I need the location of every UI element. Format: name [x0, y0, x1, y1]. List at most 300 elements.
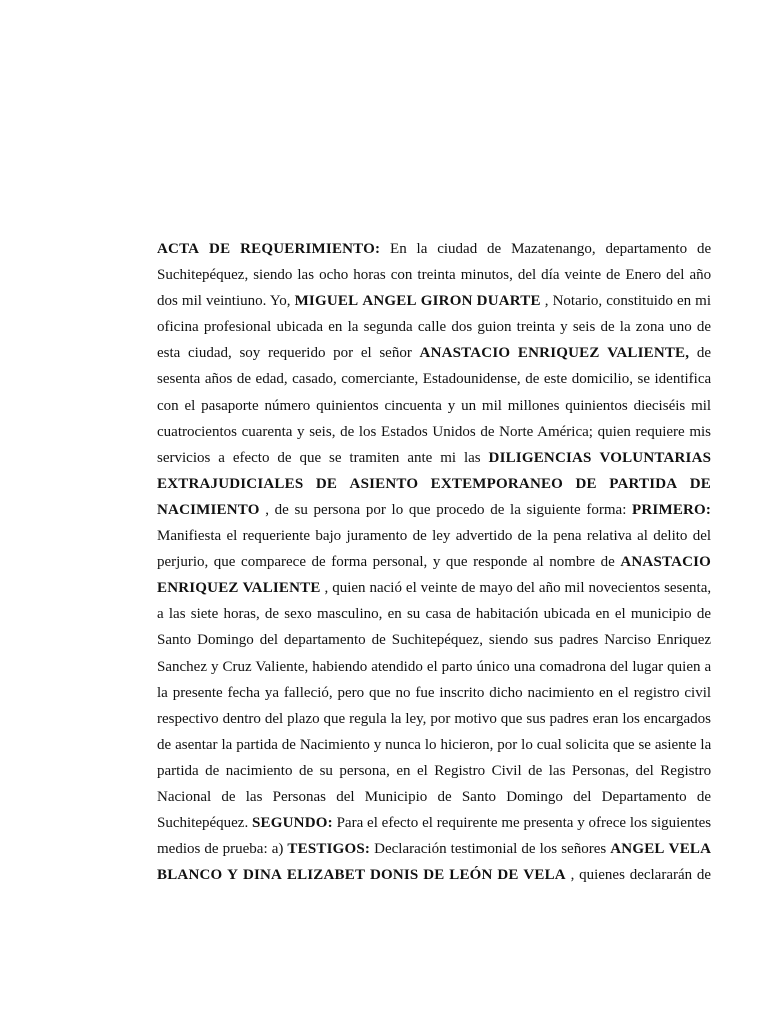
- body-text: Registro: [434, 762, 486, 779]
- body-text: profesional: [203, 319, 272, 336]
- body-text: por: [365, 501, 386, 518]
- body-text: al: [532, 554, 544, 571]
- body-text: los: [358, 423, 377, 440]
- body-text: las: [297, 267, 315, 284]
- body-text: ubicada: [276, 319, 324, 336]
- text-line: [157, 288, 711, 314]
- body-text: Estadounidense,: [422, 371, 521, 388]
- body-text: año: [538, 580, 561, 597]
- body-text: municipio: [630, 606, 692, 623]
- body-text: sesenta,: [664, 580, 712, 597]
- body-text: de: [204, 841, 219, 858]
- body-text: y: [297, 423, 305, 440]
- text-line: [157, 732, 711, 758]
- body-text: registro: [633, 684, 680, 701]
- body-text: a: [157, 606, 164, 623]
- body-text: presente: [172, 684, 223, 701]
- body-text: la: [221, 736, 233, 753]
- text-line: [157, 601, 711, 627]
- body-text: esta: [157, 345, 181, 362]
- body-text: Yo,: [269, 293, 291, 310]
- body-text: de: [517, 528, 532, 545]
- body-text: Declaración: [374, 841, 447, 858]
- body-text: Nacimiento: [299, 736, 370, 753]
- body-text: se: [638, 736, 651, 753]
- body-text: plazo: [287, 710, 320, 727]
- body-text: treinta: [417, 267, 456, 284]
- body-text: su: [294, 501, 308, 518]
- body-text: hicieron,: [440, 736, 494, 753]
- text-line: [157, 680, 711, 706]
- body-text: del: [516, 580, 535, 597]
- body-text: comerciante,: [341, 371, 419, 388]
- body-text: con: [390, 267, 413, 284]
- body-text: de: [696, 319, 712, 336]
- body-text: pasaporte: [201, 397, 259, 414]
- body-text: siendo: [488, 632, 529, 649]
- body-text: fue: [415, 684, 435, 701]
- body-text: sexo: [284, 606, 312, 623]
- body-text: y: [560, 319, 568, 336]
- body-text: de: [157, 736, 172, 753]
- body-text: la: [416, 241, 428, 257]
- body-text: Unidos: [432, 423, 476, 440]
- bold-text: VALIENTE,: [607, 345, 690, 362]
- text-line: [157, 810, 711, 836]
- bold-text: VELA: [523, 867, 566, 884]
- text-line: [157, 393, 711, 419]
- body-text: ,: [324, 580, 329, 597]
- body-text: la: [700, 736, 712, 753]
- text-line: [157, 862, 711, 888]
- bold-text: DINA: [242, 867, 283, 884]
- body-text: efecto: [381, 815, 419, 832]
- body-text: de: [274, 501, 289, 518]
- body-text: sesenta: [157, 371, 201, 388]
- body-text: comadrona: [539, 658, 607, 675]
- body-text: en: [598, 684, 614, 701]
- body-text: nació: [369, 580, 402, 597]
- body-text: quienes: [579, 867, 625, 884]
- body-text: siete: [190, 606, 219, 623]
- body-text: padres: [559, 632, 599, 649]
- text-line: [157, 314, 711, 340]
- body-text: Suchitepéquez,: [157, 267, 249, 284]
- body-text: por: [333, 345, 354, 362]
- body-text: de: [487, 241, 502, 257]
- body-text: del: [692, 528, 712, 545]
- body-text: las: [463, 449, 481, 466]
- body-text: de: [490, 501, 505, 518]
- body-text: del: [635, 762, 654, 779]
- body-text: partida: [157, 762, 199, 779]
- bold-text: PRIMERO:: [632, 501, 712, 518]
- body-text: no: [395, 684, 411, 701]
- body-text: Civil: [491, 762, 522, 779]
- body-text: sus: [526, 710, 546, 727]
- body-text: y: [210, 658, 219, 675]
- body-text: procedo: [436, 501, 485, 518]
- body-text: partida: [236, 736, 278, 753]
- body-text: bajo: [315, 528, 342, 545]
- bold-text: DE: [423, 867, 445, 884]
- body-text: millones: [507, 397, 560, 414]
- body-text: forma: [331, 554, 368, 571]
- body-text: me: [501, 815, 520, 832]
- bold-text: REQUERIMIENTO:: [240, 241, 381, 257]
- body-text: lo: [391, 501, 404, 518]
- text-line: [157, 549, 711, 575]
- body-text: inscrito: [439, 684, 485, 701]
- body-text: Registro: [660, 762, 712, 779]
- body-text: este: [543, 371, 568, 388]
- body-text: el: [422, 815, 433, 832]
- body-text: perjurio,: [157, 554, 209, 571]
- body-text: de: [281, 736, 296, 753]
- body-text: las: [168, 606, 186, 623]
- body-text: las: [548, 762, 566, 779]
- body-text: quinientos: [565, 397, 628, 414]
- body-text: la: [347, 319, 359, 336]
- body-text: Santo: [461, 788, 497, 805]
- body-text: mil: [564, 580, 585, 597]
- body-text: de: [696, 867, 712, 884]
- body-text: la: [537, 528, 548, 545]
- bold-text: DILIGENCIAS: [488, 449, 592, 466]
- body-text: quien: [667, 658, 701, 675]
- body-text: que: [408, 501, 431, 518]
- body-text: respectivo: [157, 710, 219, 727]
- body-text: Domingo: [506, 788, 563, 805]
- body-text: padres: [549, 710, 589, 727]
- body-text: del: [517, 267, 537, 284]
- body-text: la: [157, 684, 168, 701]
- body-text: uno: [669, 319, 692, 336]
- body-text: domicilio,: [571, 371, 633, 388]
- body-text: guion: [477, 319, 512, 336]
- body-text: del: [610, 658, 629, 675]
- body-text: Municipio: [364, 788, 428, 805]
- body-text: que: [612, 736, 635, 753]
- body-text: dicho: [489, 684, 523, 701]
- body-text: el: [360, 345, 372, 362]
- body-text: novecientos: [588, 580, 661, 597]
- body-text: años: [204, 371, 233, 388]
- body-text: Cruz: [222, 658, 252, 675]
- body-text: civil: [684, 684, 712, 701]
- body-text: al: [637, 528, 648, 545]
- body-text: de: [412, 528, 427, 545]
- body-text: ,: [570, 867, 575, 884]
- body-text: segunda: [363, 319, 413, 336]
- body-text: departamento: [284, 632, 366, 649]
- bold-text: ANGEL: [362, 293, 417, 310]
- body-text: departamento: [605, 241, 688, 257]
- body-text: ya: [264, 684, 280, 701]
- body-text: habitación: [475, 606, 539, 623]
- body-text: servicios: [157, 449, 211, 466]
- body-text: declararán: [629, 867, 693, 884]
- body-text: Manifiesta: [157, 528, 222, 545]
- bold-text: ASIENTO: [349, 475, 419, 492]
- bold-text: SEGUNDO:: [252, 815, 333, 832]
- body-text: ley: [432, 528, 451, 545]
- body-text: de: [521, 841, 536, 858]
- body-text: mayo: [479, 580, 513, 597]
- bold-text: DE: [575, 475, 597, 492]
- body-text: lo: [424, 736, 437, 753]
- body-text: día: [541, 267, 560, 284]
- body-text: Personas: [272, 788, 326, 805]
- body-text: presenta: [523, 815, 574, 832]
- body-text: que: [213, 554, 236, 571]
- body-text: que: [445, 554, 468, 571]
- body-text: un: [461, 397, 477, 414]
- body-text: masculino,: [316, 606, 383, 623]
- bold-text: Y: [227, 867, 239, 884]
- body-text: Mazatenango,: [511, 241, 596, 257]
- body-text: motivo: [454, 710, 497, 727]
- body-text: cuarenta: [241, 423, 293, 440]
- text-line: [157, 497, 711, 523]
- body-text: el: [226, 528, 238, 545]
- body-text: nunca: [385, 736, 421, 753]
- body-text: en: [387, 606, 402, 623]
- body-text: casa: [425, 606, 452, 623]
- body-text: se: [329, 449, 342, 466]
- body-text: fecha: [227, 684, 260, 701]
- body-text: Personas,: [571, 762, 629, 779]
- bold-text: DE: [209, 241, 231, 257]
- bold-text: VELA: [668, 841, 712, 858]
- body-text: Estados: [381, 423, 428, 440]
- body-text: las: [245, 788, 263, 805]
- bold-text: TESTIGOS:: [287, 841, 371, 858]
- body-text: minutos,: [460, 267, 513, 284]
- body-text: siguientes: [651, 815, 712, 832]
- body-text: en: [676, 293, 692, 310]
- body-text: a: [218, 449, 225, 466]
- body-text: soy: [239, 345, 261, 362]
- body-text: ante: [407, 449, 433, 466]
- body-text: de: [340, 423, 355, 440]
- body-text: nacimiento: [527, 684, 595, 701]
- bold-text: ANGEL: [610, 841, 665, 858]
- body-text: que: [299, 449, 322, 466]
- body-text: por: [497, 736, 518, 753]
- body-text: falleció,: [283, 684, 333, 701]
- body-text: persona: [313, 501, 361, 518]
- body-text: zona: [635, 319, 665, 336]
- text-line: [157, 627, 711, 653]
- body-text: quinientos: [316, 397, 379, 414]
- body-text: de: [277, 449, 292, 466]
- body-text: mil: [181, 293, 202, 310]
- body-text: seis,: [309, 423, 336, 440]
- body-text: quien: [332, 580, 366, 597]
- body-text: del: [336, 788, 355, 805]
- body-text: una: [513, 658, 536, 675]
- body-text: parto: [441, 658, 473, 675]
- body-text: constituido: [606, 293, 673, 310]
- body-text: de: [696, 241, 712, 257]
- body-text: de: [525, 371, 540, 388]
- body-text: Domingo: [197, 632, 254, 649]
- bold-text: ANASTACIO: [620, 554, 712, 571]
- body-text: mi: [695, 293, 712, 310]
- body-text: mis: [689, 423, 712, 440]
- body-text: advertido: [455, 528, 513, 545]
- body-text: pero: [337, 684, 365, 701]
- body-text: de: [205, 762, 220, 779]
- body-text: su: [406, 606, 421, 623]
- body-text: delito: [653, 528, 688, 545]
- bold-text: BLANCO: [157, 867, 223, 884]
- body-text: solicita: [565, 736, 609, 753]
- body-text: ley,: [405, 710, 427, 727]
- bold-text: LEÓN: [449, 867, 493, 884]
- body-text: mi: [440, 449, 457, 466]
- body-text: de: [696, 345, 712, 362]
- body-text: el: [405, 580, 417, 597]
- body-text: treinta: [516, 319, 555, 336]
- body-text: regula: [349, 710, 387, 727]
- bold-text: MIGUEL: [294, 293, 359, 310]
- bold-text: ENRIQUEZ: [517, 345, 600, 362]
- text-line: [157, 262, 711, 288]
- body-text: en: [595, 606, 610, 623]
- body-text: de: [264, 606, 280, 623]
- body-text: requeriente: [242, 528, 311, 545]
- body-text: cuatrocientos: [157, 423, 237, 440]
- body-text: identifica: [654, 371, 712, 388]
- body-text: ubicada: [543, 606, 591, 623]
- body-text: su: [319, 762, 333, 779]
- body-text: el: [426, 658, 438, 675]
- text-line: [157, 575, 711, 601]
- body-text: Suchitepéquez,: [391, 632, 483, 649]
- body-text: dentro: [222, 710, 261, 727]
- text-line: [157, 784, 711, 810]
- body-text: ofrece: [588, 815, 627, 832]
- bold-text: VALIENTE: [242, 580, 321, 597]
- body-text: número: [264, 397, 311, 414]
- bold-text: ELIZABET: [286, 867, 366, 884]
- body-text: y: [373, 736, 382, 753]
- body-text: el: [184, 397, 196, 414]
- body-text: por: [430, 710, 451, 727]
- body-text: requerido: [267, 345, 326, 362]
- body-text: del: [573, 788, 592, 805]
- body-text: los: [629, 815, 648, 832]
- body-text: medios: [157, 841, 201, 858]
- body-text: Notario,: [552, 293, 603, 310]
- body-text: de: [696, 788, 712, 805]
- bold-text: GIRON: [420, 293, 473, 310]
- body-text: de: [236, 371, 252, 388]
- body-text: en: [328, 319, 343, 336]
- body-text: y: [577, 815, 585, 832]
- body-text: quien: [597, 423, 631, 440]
- body-text: Enriquez: [656, 632, 712, 649]
- body-text: Nacional: [157, 788, 212, 805]
- body-text: los: [539, 841, 558, 858]
- body-text: de: [600, 554, 615, 571]
- text-line: [157, 523, 711, 549]
- body-text: oficina: [157, 319, 199, 336]
- body-text: el: [614, 606, 626, 623]
- bold-text: EXTEMPORANEO: [430, 475, 564, 492]
- body-text: lo: [521, 736, 533, 753]
- body-text: comparece: [241, 554, 306, 571]
- text-line: [157, 706, 711, 732]
- body-text: asiente: [654, 736, 697, 753]
- body-text: de: [437, 788, 452, 805]
- body-text: requirente: [436, 815, 498, 832]
- body-text: habiendo: [312, 658, 368, 675]
- body-text: nacimiento: [225, 762, 293, 779]
- text-line: [157, 445, 711, 471]
- body-text: casado,: [292, 371, 337, 388]
- body-text: siendo: [253, 267, 293, 284]
- body-text: ciudad: [437, 241, 478, 257]
- bold-text: EXTRAJUDICIALES: [157, 475, 304, 492]
- body-text: prueba:: [222, 841, 268, 858]
- body-text: mil: [691, 397, 712, 414]
- body-text: se: [637, 371, 650, 388]
- bold-text: VOLUNTARIAS: [599, 449, 712, 466]
- body-text: relativa: [586, 528, 632, 545]
- body-text: señores: [561, 841, 607, 858]
- body-text: que: [500, 710, 523, 727]
- body-text: de: [480, 423, 495, 440]
- body-text: del: [264, 710, 284, 727]
- body-text: en: [396, 762, 411, 779]
- body-text: veintiuno.: [205, 293, 267, 310]
- body-text: América;: [537, 423, 593, 440]
- bold-text: DUARTE: [476, 293, 541, 310]
- body-text: responde: [473, 554, 528, 571]
- bold-text: NACIMIENTO: [157, 501, 260, 518]
- bold-text: DONIS: [369, 867, 419, 884]
- bold-text: DE: [497, 867, 519, 884]
- body-text: de: [696, 606, 712, 623]
- body-text: edad,: [255, 371, 288, 388]
- body-text: efecto: [232, 449, 270, 466]
- body-text: ,: [265, 501, 269, 518]
- body-text: calle: [417, 319, 447, 336]
- body-text: a): [271, 841, 284, 858]
- body-text: horas,: [223, 606, 260, 623]
- body-text: del: [666, 267, 685, 284]
- text-line: [157, 654, 711, 680]
- body-text: la: [619, 319, 631, 336]
- body-text: mil: [481, 397, 502, 414]
- body-text: persona,: [339, 762, 390, 779]
- body-text: de: [528, 762, 543, 779]
- body-text: de: [311, 554, 326, 571]
- body-text: juramento: [346, 528, 408, 545]
- body-text: Sanchez: [157, 658, 207, 675]
- body-text: veinte: [420, 580, 458, 597]
- body-text: de: [221, 788, 236, 805]
- body-text: En: [390, 241, 407, 257]
- body-text: único: [476, 658, 510, 675]
- body-text: de: [456, 606, 471, 623]
- body-text: el: [618, 684, 629, 701]
- body-text: asentar: [175, 736, 218, 753]
- body-text: eran: [592, 710, 619, 727]
